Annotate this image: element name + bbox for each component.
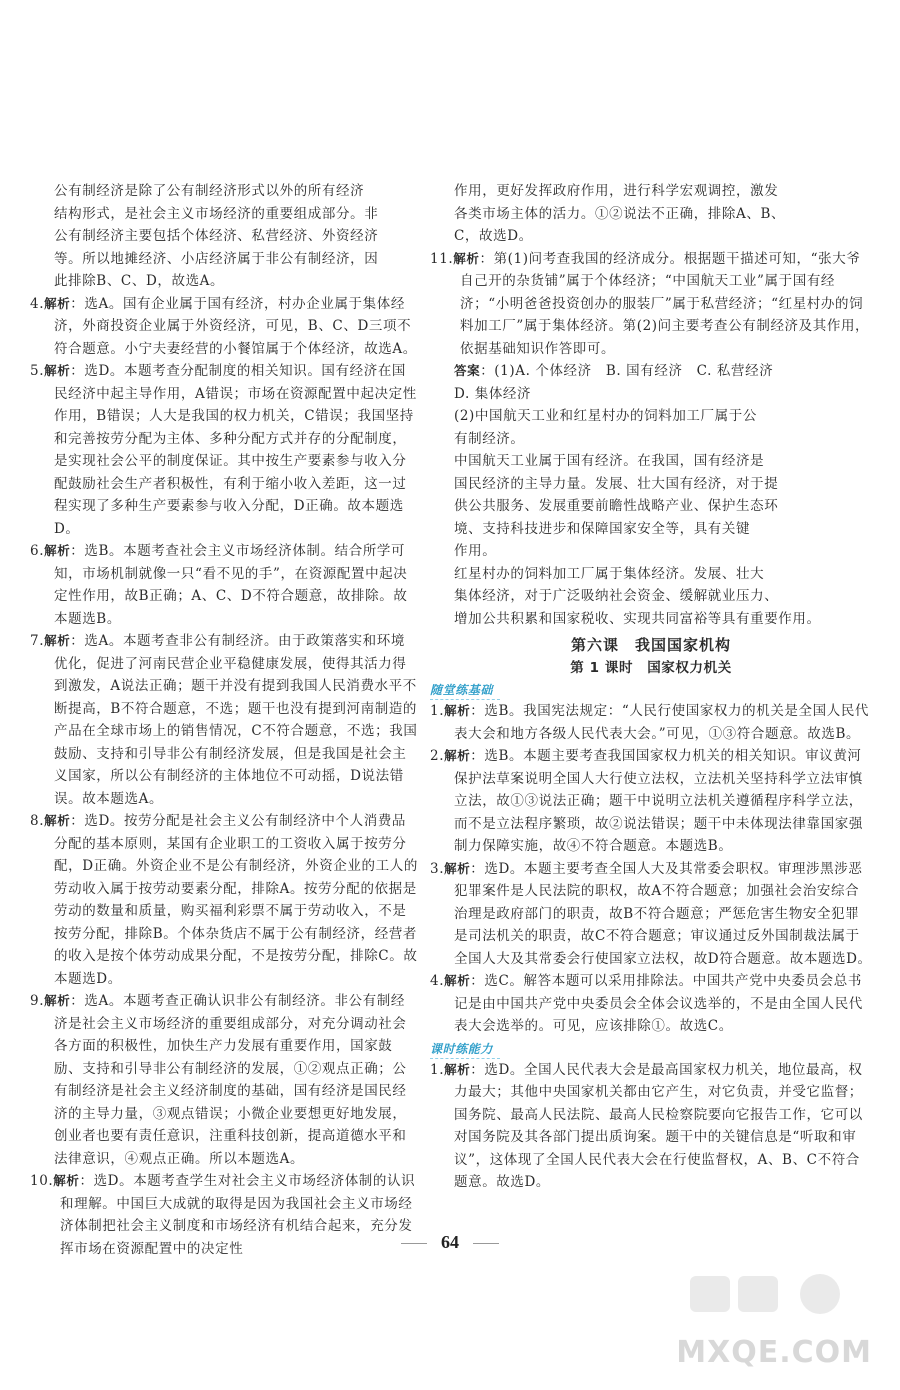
analysis-text: 确；题干中说明立法机关遵循程序科学立法，而不是 — [454, 793, 863, 832]
item-number: 1. — [430, 703, 445, 719]
analysis-text: ：选D。按劳分配是社会主义公有制经济中个人 — [70, 813, 364, 829]
page-number: 64 — [0, 1232, 900, 1253]
answer-paragraph: 集体经济，对于广泛吸纳社会资金、缓解就业压力、 — [454, 588, 779, 604]
analysis-text: ：选C。解答本题可以采用排除法。中国共产党 — [470, 973, 764, 989]
continued-text: 此排除B、C、D，故选A。 — [54, 273, 225, 289]
analysis-label: 解析 — [453, 250, 480, 266]
continued-text: C，故选D。 — [454, 228, 533, 244]
analysis-text: 中央委员会总书记是由中国共产党中央委员会全体 — [454, 973, 862, 1012]
analysis-label: 解析 — [53, 1173, 80, 1188]
analysis-text: 意。故本题选D。 — [761, 950, 872, 967]
analysis-text: 得其活力得到激发，A说法正确；题干并没有提到我 — [54, 655, 407, 694]
analysis-text: 合题意；加强社会治安综合治理是政府部门的职责， — [454, 883, 860, 922]
analysis-text: ：选D。全国人民代表大会是最高国家权力机关， — [470, 1061, 778, 1078]
analysis-text: 于全国人大及其常委会行使国家立法权，故D符合题 — [454, 928, 860, 967]
item-number: 5. — [30, 363, 45, 379]
answer-text: ：(1)A. 个体经济 B. 国有经济 C. 私营经济 — [480, 363, 774, 379]
analysis-text: 关是全国人民代表大会和地方各级人民代表大会。” — [454, 703, 870, 742]
analysis-label: 解析 — [444, 1061, 471, 1077]
item-number: 3. — [430, 860, 445, 877]
analysis-text: 要素参与收入分配，D正确。故本题选D。 — [54, 498, 404, 537]
item-number: 10. — [30, 1173, 54, 1189]
section-heading-ability: 课时练能力 — [430, 1040, 500, 1059]
answer-item — [430, 700, 872, 745]
analysis-text: ：选A。本题考查正确认识非公有制经济。非公 — [70, 993, 363, 1009]
analysis-text: ②观点正确；公有制经济是社会主义经济制度的基 — [54, 1060, 407, 1099]
continued-text: 作用，更好发挥政府作用，进行科学宏观调控，激发 — [454, 183, 779, 199]
item-number: 6. — [30, 543, 45, 559]
answer-paragraph: (2)中国航天工业和红星村办的饲料加工厂属于公 — [454, 408, 757, 424]
analysis-text: 所以本题选A。 — [209, 1150, 305, 1167]
analysis-text: 部门提出质询案。题干中的关键信息是“听取和审 — [552, 1129, 857, 1145]
analysis-label: 解析 — [444, 860, 471, 876]
analysis-text: ：选D。本题主要考查全国人大及其常委会职权。 — [470, 860, 778, 877]
analysis-text: 三项不符合题意。小宁夫妻经营的小餐馆属于个体 — [54, 318, 412, 357]
analysis-label: 解析 — [44, 813, 71, 828]
analysis-text: 所学可知，市场机制就像一只“看不见的手”，在资源 — [54, 543, 406, 582]
answer-label: 答案 — [454, 363, 481, 378]
answer-paragraph: 国民经济的主导力量。发展、壮大国有经济，对于提 — [454, 475, 779, 492]
analysis-text: 础，国有经济是国民经济的主导力量，③观点错误；小 — [54, 1083, 407, 1122]
analysis-text: 重科技创新，提高道德水平和法律意识，④观点正确。 — [54, 1128, 407, 1167]
answer-item — [30, 293, 418, 361]
analysis-text: ：选D。本题考查分配制度的相关知识。国有经 — [70, 363, 364, 379]
watermark-text: MXQE.COM — [676, 1335, 872, 1370]
analysis-text: 意，故排除。故本题选B。 — [54, 588, 408, 627]
answer-item — [430, 858, 872, 971]
analysis-label: 解析 — [444, 973, 471, 988]
analysis-text: 消费品分配的基本原则，某国有企业职工的工资收入 — [54, 813, 407, 852]
answer-item — [30, 990, 418, 1170]
item-number: 4. — [430, 973, 445, 989]
analysis-text: 外资企业的工人的劳动收入属于按劳动要素分配，排 — [54, 858, 418, 897]
analysis-text: 用，依据基础知识作答即可。 — [460, 318, 870, 357]
answer-paragraph: 有制经济。 — [454, 430, 525, 447]
analysis-text: 性，有利于缩小收入差距，这一过程实现了多种生产 — [54, 475, 407, 514]
continued-text: 公有制经济主要包括个体经济、私营经济、外资经济 — [54, 228, 379, 244]
analysis-text: 会主义市场经济体制把社会主义制度和市场经济有 — [60, 1195, 413, 1234]
analysis-text: 济在国民经济中起主导作用，A错误；市场在资源 — [54, 363, 407, 402]
answer-paragraph: 增加公共积累和国家税收、实现共同富裕等具有重要作用。 — [454, 610, 821, 627]
analysis-text: 经济，故选A。 — [321, 340, 417, 357]
answer-item — [430, 745, 872, 858]
left-column — [30, 180, 418, 1260]
analysis-text: 况，C不符合题意，不选；我国鼓励、支持和引导非公 — [54, 723, 418, 762]
answer-line — [430, 360, 872, 383]
analysis-text: 国人民消费水平不断提高，B不符合题意，不选；题干 — [54, 678, 417, 717]
analysis-text: ：选B。本题主要考查我国国家权力机关的相关 — [470, 748, 763, 764]
answer-item — [430, 1059, 872, 1194]
item-number: 1. — [430, 1061, 445, 1078]
continued-text: 公有制经济是除了公有制经济形式以外的所有经济 — [54, 183, 365, 199]
analysis-text: 方式并存的分配制度，是实现社会公平的制度保证。 — [54, 430, 407, 469]
analysis-text: 故B不符合题意；严惩危害生物安全犯罪是司法机关 — [454, 905, 860, 944]
item-number: 11. — [430, 250, 454, 267]
analysis-text: 有制经济是社会主义市场经济的重要组成部分，对充 — [54, 993, 405, 1032]
answer-item — [430, 970, 872, 1038]
period-title: 第 1 课时 国家权力机关 — [570, 659, 732, 676]
analysis-text: 作用，国家鼓励、支持和引导非公有制经济的发展，① — [54, 1038, 393, 1077]
continued-text: 结构形式，是社会主义市场经济的重要组成部分。非 — [54, 205, 379, 222]
answer-item — [30, 540, 418, 630]
answer-item — [30, 360, 418, 540]
analysis-label: 解析 — [44, 363, 71, 378]
continued-text: 各类市场主体的活力。①②说法不正确，排除A、B、 — [454, 205, 786, 222]
answer-item — [30, 810, 418, 990]
continued-text: 等。所以地摊经济、小店经济属于非公有制经济，因 — [54, 250, 379, 267]
analysis-label: 解析 — [44, 295, 71, 311]
item-number: 2. — [430, 748, 445, 764]
analysis-text: 的职责，故C不符合题意；审议通过反外国制裁法属 — [524, 928, 846, 944]
analysis-text: 立法程序繁琐，故②说法错误；题干中未体现法律靠 — [496, 815, 821, 832]
analysis-text: 利彩票不属于劳动收入，不是按劳分配，排除B。个体杂 — [54, 903, 407, 942]
analysis-text: 果分配，不是按劳分配，排除C。故本题选D。 — [54, 948, 418, 987]
item-number: 4. — [30, 295, 45, 312]
answer-item — [30, 630, 418, 810]
analysis-label: 解析 — [444, 748, 471, 763]
analysis-text: 制经济的主体地位不可动摇，D说法错误。故本题 — [54, 768, 404, 807]
analysis-text: 选A。 — [124, 790, 164, 807]
analysis-text: 权，立法机关坚持科学立法审慎立法，故①③说法正 — [454, 770, 863, 809]
item-number: 9. — [30, 993, 45, 1009]
answer-paragraph: 中国航天工业属于国有经济。在我国，国有经济是 — [454, 453, 765, 469]
analysis-text: 于集体经济。第(2)问主要考查公有制经济及其作 — [538, 318, 841, 334]
analysis-text: 会议选举的，不是由全国人民代表大会选举的。可 — [454, 995, 863, 1034]
analysis-text: 除A。按劳分配的依据是劳动的数量和质量，购买福 — [54, 880, 417, 919]
analysis-text: ：选B。本题考查社会主义市场经济体制。结合 — [70, 543, 363, 559]
analysis-text: ：第(1)问考查我国的经济成分。根据题干描述 — [479, 250, 769, 267]
answer-line: D. 集体经济 — [454, 385, 532, 402]
lesson-title: 第六课 我国国家机构 — [570, 636, 731, 654]
analysis-text: ：选A。本题考查非公有制经济。由于政策落实 — [70, 633, 363, 649]
analysis-text: 微企业要想更好地发展，创业者也要有责任意识，注 — [54, 1105, 407, 1144]
analysis-text: 人民检察院要向它报告工作，它可以对国务院及其各 — [454, 1106, 863, 1145]
analysis-text: C不符合题意。故选D。 — [454, 1151, 860, 1190]
analysis-text: 分调动社会各方面的积极性，加快生产力发展有重要 — [54, 1015, 407, 1054]
analysis-text: 知识。审议黄河保护法草案说明全国人大行使立法 — [454, 748, 862, 787]
analysis-label: 解析 — [44, 543, 71, 558]
analysis-text: C错误；我国坚持和完善按劳分配为主体、多种分配 — [54, 408, 414, 447]
analysis-text: 集体经济，外商投资企业属于外资经济，可见，B、C、D — [54, 295, 405, 334]
analysis-text: 可知，“张大爷自己开的杂货铺”属于个体经济；“中 — [460, 250, 861, 289]
analysis-text: 对它负责，并受它监督；国务院、最高人民法院、最高 — [454, 1084, 863, 1123]
analysis-label: 解析 — [444, 703, 471, 718]
answer-paragraph: 境、支持科技进步和保障国家安全等，具有关键 — [454, 520, 751, 537]
analysis-text: 国家强制力保障实施，故④不符合题意。本题选B。 — [454, 815, 863, 854]
analysis-text: 有制经济发展，但是我国是社会主义国家，所以公有 — [54, 745, 407, 784]
analysis-text: 属于按劳分配，D正确。外资企业不是公有制经济， — [54, 835, 407, 874]
analysis-text: 和环境优化，促进了河南民营企业平稳健康发展，使 — [54, 633, 405, 672]
analysis-text: ：选B。我国宪法规定：“人民行使国家权力的机 — [470, 703, 771, 719]
analysis-text: 国航天工业”属于国有经济；“小明爸爸投资创办的 — [460, 273, 836, 312]
section-heading-practice: 随堂练基础 — [430, 681, 500, 700]
item-number: 8. — [30, 813, 45, 829]
analysis-label: 解析 — [44, 993, 71, 1008]
item-number: 7. — [30, 633, 45, 649]
analysis-text: 也没有提到河南制造的产品在全球市场上的销售情 — [54, 700, 418, 739]
analysis-text: 配置中起决定性作用，B错误；人大是我国的权力机关， — [54, 385, 417, 424]
right-column — [430, 180, 872, 1194]
analysis-text: 的认识和理解。中国巨大成就的取得是因为我国社 — [60, 1173, 416, 1212]
analysis-text: 货店不属于公有制经济，经营者的收入是按个体劳动成 — [54, 925, 418, 964]
analysis-text: 议”，这体现了全国人民代表大会在行使监督权，A、B、 — [454, 1151, 807, 1168]
answer-paragraph: 作用。 — [454, 543, 497, 559]
analysis-text: 机结合起来，充分发挥市场在资源配置中的决定性 — [60, 1218, 413, 1257]
analysis-text: 见，应该排除①。故选C。 — [566, 1018, 733, 1034]
analysis-text: ：选A。国有企业属于国有经济，村办企业属于 — [70, 295, 363, 312]
analysis-text: 配置中起决定性作用，故B正确；A、C、D不符合题 — [54, 565, 408, 604]
analysis-text: 其中按生产要素参与收入分配鼓励社会生产者积极 — [54, 453, 407, 492]
answer-paragraph: 供公共服务、发展重要前瞻性战略产业、保护生态环 — [454, 498, 779, 514]
analysis-text: 可见，①③符合题意。故选B。 — [666, 725, 861, 742]
analysis-text: ：选D。本题考查学生对社会主义市场经济体制 — [79, 1173, 373, 1189]
analysis-text: 审理涉黑涉恶犯罪案件是人民法院的职权，故A不符 — [454, 860, 863, 899]
answer-item-11 — [430, 248, 872, 361]
analysis-text: 服装厂”属于私营经济；“红星村办的饲料加工厂”属 — [460, 295, 864, 334]
analysis-text: 地位最高，权力最大；其他中央国家机关都由它产生， — [454, 1061, 863, 1100]
analysis-label: 解析 — [44, 633, 71, 648]
answer-paragraph: 红星村办的饲料加工厂属于集体经济。发展、壮大 — [454, 565, 765, 582]
